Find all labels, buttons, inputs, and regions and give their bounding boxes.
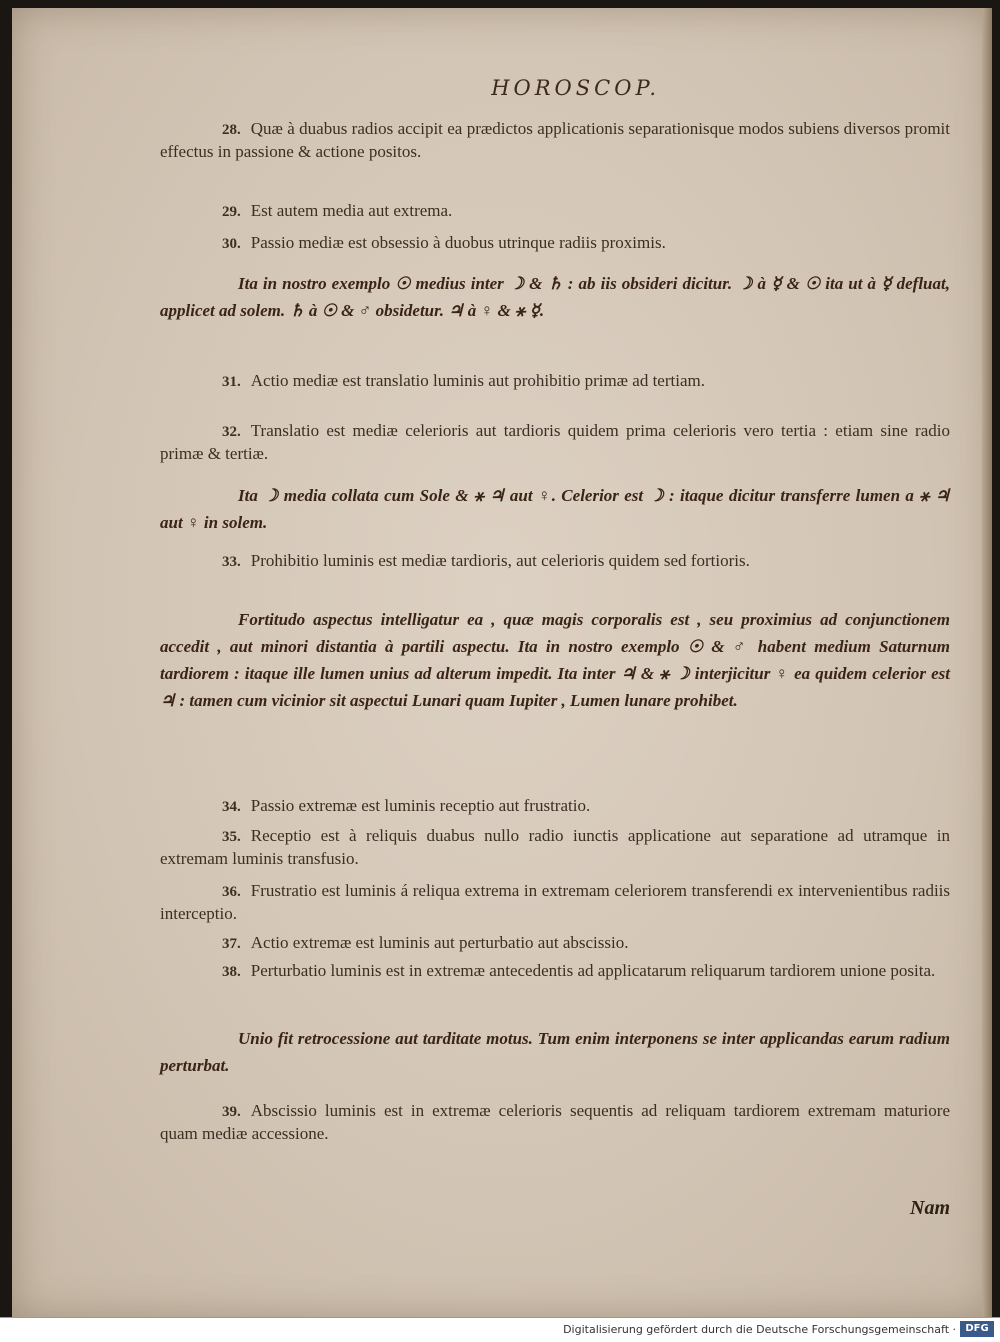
- paragraph-number: 35.: [222, 829, 241, 845]
- paragraph-number: 39.: [222, 1104, 241, 1120]
- paragraph-text: Actio extremæ est luminis aut perturbatio aut abscissio.: [250, 933, 629, 952]
- numbered-paragraph: [160, 960, 950, 983]
- catchword: Nam: [910, 1197, 950, 1219]
- paragraph-number: 30.: [222, 236, 241, 252]
- paragraph-text: Prohibitio luminis est mediæ tardioris, aut celerioris quidem sed fortioris.: [250, 551, 750, 570]
- paragraph-number: 29.: [222, 204, 241, 220]
- paragraph-text: Quæ à duabus radios accipit ea prædictos applicationis separationisque modos subiens diversos promit effectus in passione & actione positos.: [160, 119, 950, 161]
- paragraph-text: Passio extremæ est luminis receptio aut frustratio.: [250, 796, 591, 815]
- running-header: HOROSCOP.: [491, 76, 660, 100]
- numbered-paragraph: [160, 118, 950, 163]
- italic-commentary: [160, 606, 950, 714]
- paragraph-number: 36.: [222, 884, 241, 900]
- commentary-text: Fortitudo aspectus intelligatur ea , quæ magis corporalis est , seu proximius ad conjunctionem accedit , aut minori distantia à partili aspectu. Ita in nostro exemplo ☉ & ♂ habent medium Saturnum tardiorem : itaque ille lumen unius ad alterum impedit. Ita inter ♃ & ⚹ ☽ interjicitur ♀ ea quidem celerior est ♃ : tamen cum vicinior sit aspectui Lunari quam Iupiter , Lumen lunare prohibet.: [160, 610, 950, 710]
- paragraph-number: 31.: [222, 374, 241, 390]
- paragraph-text: Abscissio luminis est in extremæ celerioris sequentis ad reliquam tardiorem extremam maturiore quam mediæ accessione.: [160, 1101, 950, 1143]
- numbered-paragraph: [160, 825, 950, 870]
- funding-note: Digitalisierung gefördert durch die Deutsche Forschungsgemeinschaft ·: [563, 1323, 956, 1336]
- paragraph-number: 33.: [222, 554, 241, 570]
- paragraph-text: Frustratio est luminis á reliqua extrema in extremam celeriorem transferendi ex intervenientibus radiis interceptio.: [160, 881, 950, 923]
- italic-commentary: [160, 270, 950, 324]
- numbered-paragraph: [160, 550, 950, 573]
- paragraph-text: Translatio est mediæ celerioris aut tardioris quidem prima celerioris vero tertia : etiam sine radio primæ & tertiæ.: [160, 421, 950, 463]
- paragraph-number: 32.: [222, 424, 241, 440]
- paragraph-text: Passio mediæ est obsessio à duobus utrinque radiis proximis.: [250, 233, 666, 252]
- numbered-paragraph: [160, 200, 950, 223]
- commentary-text: Unio fit retrocessione aut tarditate motus. Tum enim interponens se inter applicandas earum radium perturbat.: [160, 1029, 950, 1075]
- paragraph-number: 28.: [222, 122, 241, 138]
- italic-commentary: [160, 482, 950, 536]
- commentary-text: Ita ☽ media collata cum Sole & ⚹ ♃ aut ♀. Celerior est ☽ : itaque dicitur transferre lumen a ⚹ ♃ aut ♀ in solem.: [160, 486, 950, 532]
- paragraph-number: 38.: [222, 964, 241, 980]
- paragraph-text: Receptio est à reliquis duabus nullo radio iunctis applicatione aut separatione ad utramque in extremam luminis transfusio.: [160, 826, 950, 868]
- paragraph-text: Actio mediæ est translatio luminis aut prohibitio primæ ad tertiam.: [250, 371, 705, 390]
- footer-bar: [0, 1317, 1000, 1342]
- numbered-paragraph: [160, 795, 950, 818]
- paragraph-text: Perturbatio luminis est in extremæ antecedentis ad applicatarum reliquarum tardiorem unione posita.: [250, 961, 936, 980]
- numbered-paragraph: [160, 370, 950, 393]
- dfg-logo-icon: DFG: [960, 1321, 994, 1337]
- numbered-paragraph: [160, 932, 950, 955]
- numbered-paragraph: [160, 232, 950, 255]
- numbered-paragraph: [160, 880, 950, 925]
- commentary-text: Ita in nostro exemplo ☉ medius inter ☽ & ♄ : ab iis obsideri dicitur. ☽ à ☿ & ☉ ita ut à ☿ defluat, applicet ad solem. ♄ à ☉ & ♂ obsidetur. ♃ à ♀ & ⚹ ☿.: [160, 274, 950, 320]
- numbered-paragraph: [160, 420, 950, 465]
- paragraph-number: 37.: [222, 936, 241, 952]
- page-edge: [982, 8, 992, 1318]
- numbered-paragraph: [160, 1100, 950, 1145]
- paragraph-number: 34.: [222, 799, 241, 815]
- paragraph-text: Est autem media aut extrema.: [250, 201, 453, 220]
- italic-commentary: [160, 1025, 950, 1079]
